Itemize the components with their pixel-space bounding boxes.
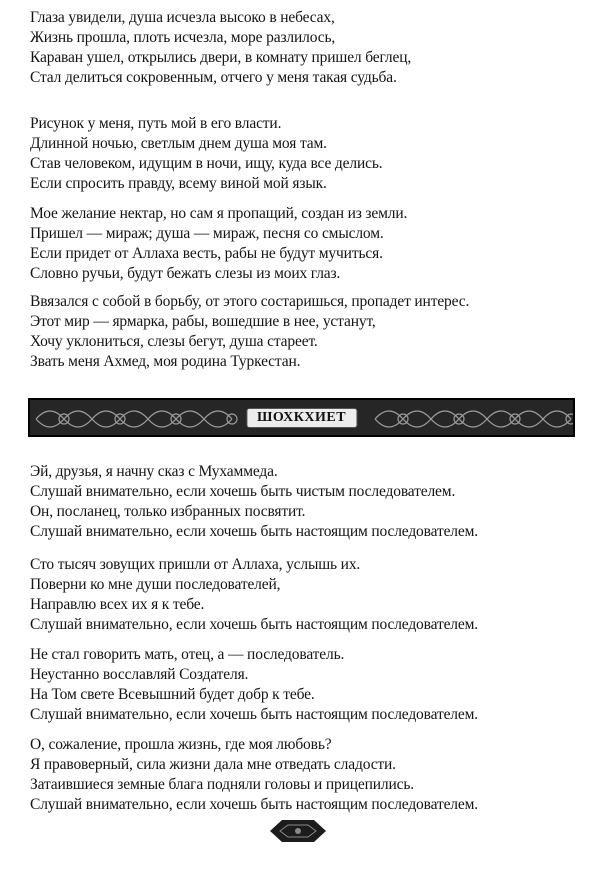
stanza-bottom-4 <box>30 735 478 815</box>
poem-line: Словно ручьи, будут бежать слезы из моих глаз. <box>30 265 341 282</box>
poem-line: На Том свете Всевышний будет добр к тебе. <box>30 686 315 703</box>
poem-line: Направлю всех их я к тебе. <box>30 596 205 613</box>
poem-line: Ввязался с собой в борьбу, от этого состаришься, пропадет интерес. <box>30 293 470 310</box>
stanza-top-2 <box>30 114 383 194</box>
stanza-top-3 <box>30 204 407 284</box>
poem-line: Глаза увидели, душа исчезла высоко в небесах, <box>30 9 335 26</box>
poem-line: Эй, друзья, я начну сказ с Мухаммеда. <box>30 463 278 480</box>
poem-line: Став человеком, идущим в ночи, ищу, куда все делись. <box>30 155 383 172</box>
poem-line: Сто тысяч зовущих пришли от Аллаха, услышь их. <box>30 556 361 573</box>
stanza-bottom-2 <box>30 555 478 635</box>
poem-line: Слушай внимательно, если хочешь быть настоящим последователем. <box>30 523 479 540</box>
stanza-top-4 <box>30 292 469 372</box>
poem-line: Поверни ко мне души последователей, <box>30 576 281 593</box>
poem-line: Слушай внимательно, если хочешь быть настоящим последователем. <box>30 616 479 633</box>
poem-line: Не стал говорить мать, отец, а — последователь. <box>30 646 345 663</box>
stanza-bottom-1 <box>30 462 478 542</box>
poem-line: Стал делиться сокровенным, отчего у меня такая судьба. <box>30 69 397 86</box>
poem-line: Если спросить правду, всему виной мой язык. <box>30 175 327 192</box>
poem-line: Слушай внимательно, если хочешь быть чистым последователем. <box>30 483 456 500</box>
poem-line: Пришел — мираж; душа — мираж, песня со смыслом. <box>30 225 384 242</box>
poem-line: Мое желание нектар, но сам я пропащий, создан из земли. <box>30 205 408 222</box>
poem-line: Караван ушел, открылись двери, в комнату пришел беглец, <box>30 49 412 66</box>
poem-line: Неустанно восславляй Создателя. <box>30 666 249 683</box>
banner-title: ШОХКХИЕТ <box>246 408 357 428</box>
poem-line: О, сожаление, прошла жизнь, где моя любовь? <box>30 736 332 753</box>
poem-line: Этот мир — ярмарка, рабы, вошедшие в нее, устанут, <box>30 313 376 330</box>
poem-line: Если придет от Аллаха весть, рабы не будут мучиться. <box>30 245 383 262</box>
stanza-top-1 <box>30 8 411 88</box>
poem-line: Слушай внимательно, если хочешь быть настоящим последователем. <box>30 796 479 813</box>
section-banner <box>28 398 575 437</box>
poem-line: Жизнь прошла, плоть исчезла, море разлилось, <box>30 29 336 46</box>
poem-line: Хочу уклониться, слезы бегут, душа стареет. <box>30 333 318 350</box>
poem-line: Длинной ночью, светлым днем душа моя там. <box>30 135 327 152</box>
stanza-bottom-3 <box>30 645 478 725</box>
poem-line: Звать меня Ахмед, моя родина Туркестан. <box>30 353 301 370</box>
poem-line: Он, посланец, только избранных посвятит. <box>30 503 306 520</box>
poem-line: Рисунок у меня, путь мой в его власти. <box>30 115 282 132</box>
poem-line: Слушай внимательно, если хочешь быть настоящим последователем. <box>30 706 479 723</box>
page-ornament-icon <box>268 817 328 845</box>
poem-line: Затаившиеся земные блага подняли головы и прицепились. <box>30 776 415 793</box>
poem-line: Я правоверный, сила жизни дала мне отведать сладости. <box>30 756 396 773</box>
